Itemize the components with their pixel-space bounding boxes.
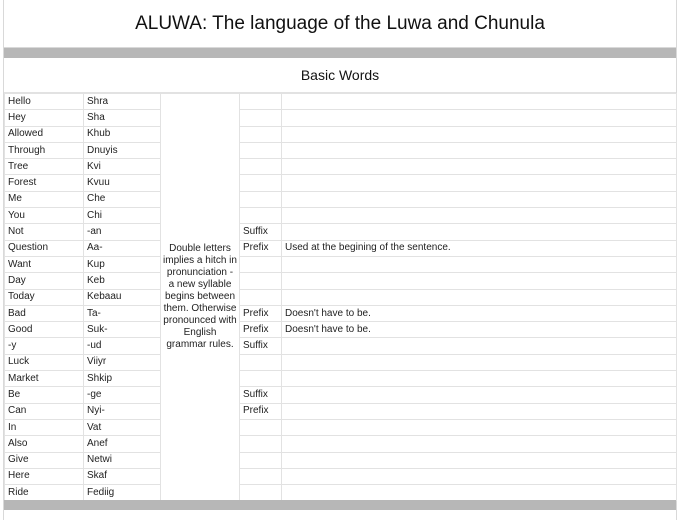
aluwa-word-cell[interactable]: Vat [84, 419, 161, 435]
table-row [5, 436, 677, 452]
table-row [5, 175, 677, 191]
table-row [5, 452, 677, 468]
comment-cell[interactable] [282, 354, 677, 370]
comment-cell[interactable] [282, 256, 677, 272]
comment-cell[interactable] [282, 371, 677, 387]
affix-type-cell[interactable] [240, 208, 282, 224]
aluwa-word-cell[interactable]: Kvuu [84, 175, 161, 191]
english-word-cell[interactable]: Me [5, 191, 84, 207]
affix-type-cell[interactable] [240, 289, 282, 305]
english-word-cell[interactable]: Through [5, 142, 84, 158]
comment-cell[interactable] [282, 159, 677, 175]
table-row [5, 224, 677, 240]
english-word-cell[interactable]: Also [5, 436, 84, 452]
english-word-cell[interactable]: Give [5, 452, 84, 468]
english-word-cell[interactable]: Ride [5, 485, 84, 501]
comment-cell[interactable] [282, 110, 677, 126]
comment-cell[interactable] [282, 273, 677, 289]
table-row [5, 305, 677, 321]
english-word-cell[interactable]: Want [5, 256, 84, 272]
english-word-cell[interactable]: Here [5, 468, 84, 484]
affix-type-cell[interactable] [240, 468, 282, 484]
english-word-cell[interactable]: Bad [5, 305, 84, 321]
affix-type-cell[interactable]: Prefix [240, 305, 282, 321]
table-row [5, 289, 677, 305]
aluwa-word-cell[interactable]: Fediig [84, 485, 161, 501]
aluwa-word-cell[interactable]: Viiyr [84, 354, 161, 370]
english-word-cell[interactable]: Be [5, 387, 84, 403]
aluwa-word-cell[interactable]: Netwi [84, 452, 161, 468]
aluwa-word-cell[interactable]: -an [84, 224, 161, 240]
affix-type-cell[interactable] [240, 142, 282, 158]
table-row [5, 419, 677, 435]
separator-band-bottom [4, 500, 676, 510]
table-row [5, 191, 677, 207]
affix-type-cell[interactable] [240, 110, 282, 126]
comment-cell[interactable] [282, 452, 677, 468]
english-word-cell[interactable]: Day [5, 273, 84, 289]
comment-cell[interactable] [282, 191, 677, 207]
table-row [5, 240, 677, 256]
english-word-cell[interactable]: Today [5, 289, 84, 305]
affix-type-cell[interactable] [240, 436, 282, 452]
aluwa-word-cell[interactable]: Keb [84, 273, 161, 289]
aluwa-word-cell[interactable]: Chi [84, 208, 161, 224]
english-word-cell[interactable]: Forest [5, 175, 84, 191]
affix-type-cell[interactable]: Suffix [240, 387, 282, 403]
table-row [5, 126, 677, 142]
comment-cell[interactable] [282, 403, 677, 419]
affix-type-cell[interactable] [240, 485, 282, 501]
sheet-title-cell[interactable] [4, 0, 676, 48]
table-row [5, 371, 677, 387]
english-word-cell[interactable]: Market [5, 371, 84, 387]
affix-type-cell[interactable] [240, 159, 282, 175]
comment-cell[interactable] [282, 419, 677, 435]
section-title: Basic Words [300, 67, 380, 83]
sheet-title: ALUWA: The language of the Luwa and Chunula [135, 12, 545, 34]
affix-type-cell[interactable] [240, 371, 282, 387]
affix-type-cell[interactable] [240, 419, 282, 435]
comment-cell[interactable] [282, 387, 677, 403]
comment-cell[interactable] [282, 289, 677, 305]
word-table [4, 93, 677, 501]
table-row [5, 468, 677, 484]
aluwa-word-cell[interactable]: Suk- [84, 322, 161, 338]
english-word-cell[interactable]: Question [5, 240, 84, 256]
table-row [5, 403, 677, 419]
comment-cell[interactable] [282, 338, 677, 354]
table-row [5, 354, 677, 370]
affix-type-cell[interactable]: Prefix [240, 322, 282, 338]
comment-cell[interactable] [282, 224, 677, 240]
table-row [5, 485, 677, 501]
affix-type-cell[interactable] [240, 175, 282, 191]
aluwa-word-cell[interactable]: Aa- [84, 240, 161, 256]
affix-type-cell[interactable] [240, 126, 282, 142]
comment-cell[interactable] [282, 126, 677, 142]
section-title-cell[interactable] [4, 58, 676, 93]
comment-cell[interactable] [282, 142, 677, 158]
comment-cell[interactable] [282, 94, 677, 110]
affix-type-cell[interactable] [240, 191, 282, 207]
table-row [5, 159, 677, 175]
table-row [5, 94, 677, 110]
table-row [5, 322, 677, 338]
comment-cell[interactable] [282, 485, 677, 501]
affix-type-cell[interactable]: Prefix [240, 403, 282, 419]
table-row [5, 256, 677, 272]
english-word-cell[interactable]: Hey [5, 110, 84, 126]
aluwa-word-cell[interactable]: Che [84, 191, 161, 207]
affix-type-cell[interactable] [240, 94, 282, 110]
aluwa-word-cell[interactable]: Kvi [84, 159, 161, 175]
affix-type-cell[interactable] [240, 256, 282, 272]
table-row [5, 142, 677, 158]
english-word-cell[interactable]: -y [5, 338, 84, 354]
aluwa-word-cell[interactable]: -ge [84, 387, 161, 403]
aluwa-word-cell[interactable]: Shkip [84, 371, 161, 387]
table-row [5, 208, 677, 224]
aluwa-word-cell[interactable]: Anef [84, 436, 161, 452]
english-word-cell[interactable]: Luck [5, 354, 84, 370]
english-word-cell[interactable]: In [5, 419, 84, 435]
affix-type-cell[interactable] [240, 354, 282, 370]
aluwa-word-cell[interactable]: -ud [84, 338, 161, 354]
table-row [5, 273, 677, 289]
aluwa-word-cell[interactable]: Khub [84, 126, 161, 142]
comment-cell[interactable] [282, 468, 677, 484]
pronunciation-note-cell[interactable]: Double letters implies a hitch in pronunciation - a new syllable begins between them. Otherwise pronounced with English grammar rules. [161, 94, 240, 501]
comment-cell[interactable] [282, 208, 677, 224]
aluwa-word-cell[interactable]: Kebaau [84, 289, 161, 305]
aluwa-word-cell[interactable]: Sha [84, 110, 161, 126]
affix-type-cell[interactable]: Prefix [240, 240, 282, 256]
aluwa-word-cell[interactable]: Ta- [84, 305, 161, 321]
comment-cell[interactable]: Doesn't have to be. [282, 322, 677, 338]
aluwa-word-cell[interactable]: Kup [84, 256, 161, 272]
affix-type-cell[interactable] [240, 273, 282, 289]
english-word-cell[interactable]: Can [5, 403, 84, 419]
affix-type-cell[interactable]: Suffix [240, 338, 282, 354]
affix-type-cell[interactable]: Suffix [240, 224, 282, 240]
aluwa-word-cell[interactable]: Skaf [84, 468, 161, 484]
comment-cell[interactable] [282, 436, 677, 452]
comment-cell[interactable] [282, 175, 677, 191]
english-word-cell[interactable]: Tree [5, 159, 84, 175]
english-word-cell[interactable]: Allowed [5, 126, 84, 142]
aluwa-word-cell[interactable]: Nyi- [84, 403, 161, 419]
table-row [5, 338, 677, 354]
english-word-cell[interactable]: Hello [5, 94, 84, 110]
english-word-cell[interactable]: Not [5, 224, 84, 240]
table-row [5, 110, 677, 126]
aluwa-word-cell[interactable]: Shra [84, 94, 161, 110]
comment-cell[interactable]: Doesn't have to be. [282, 305, 677, 321]
aluwa-word-cell[interactable]: Dnuyis [84, 142, 161, 158]
comment-cell[interactable]: Used at the begining of the sentence. [282, 240, 677, 256]
table-row [5, 387, 677, 403]
english-word-cell[interactable]: You [5, 208, 84, 224]
affix-type-cell[interactable] [240, 452, 282, 468]
english-word-cell[interactable]: Good [5, 322, 84, 338]
separator-band-top [4, 48, 676, 58]
